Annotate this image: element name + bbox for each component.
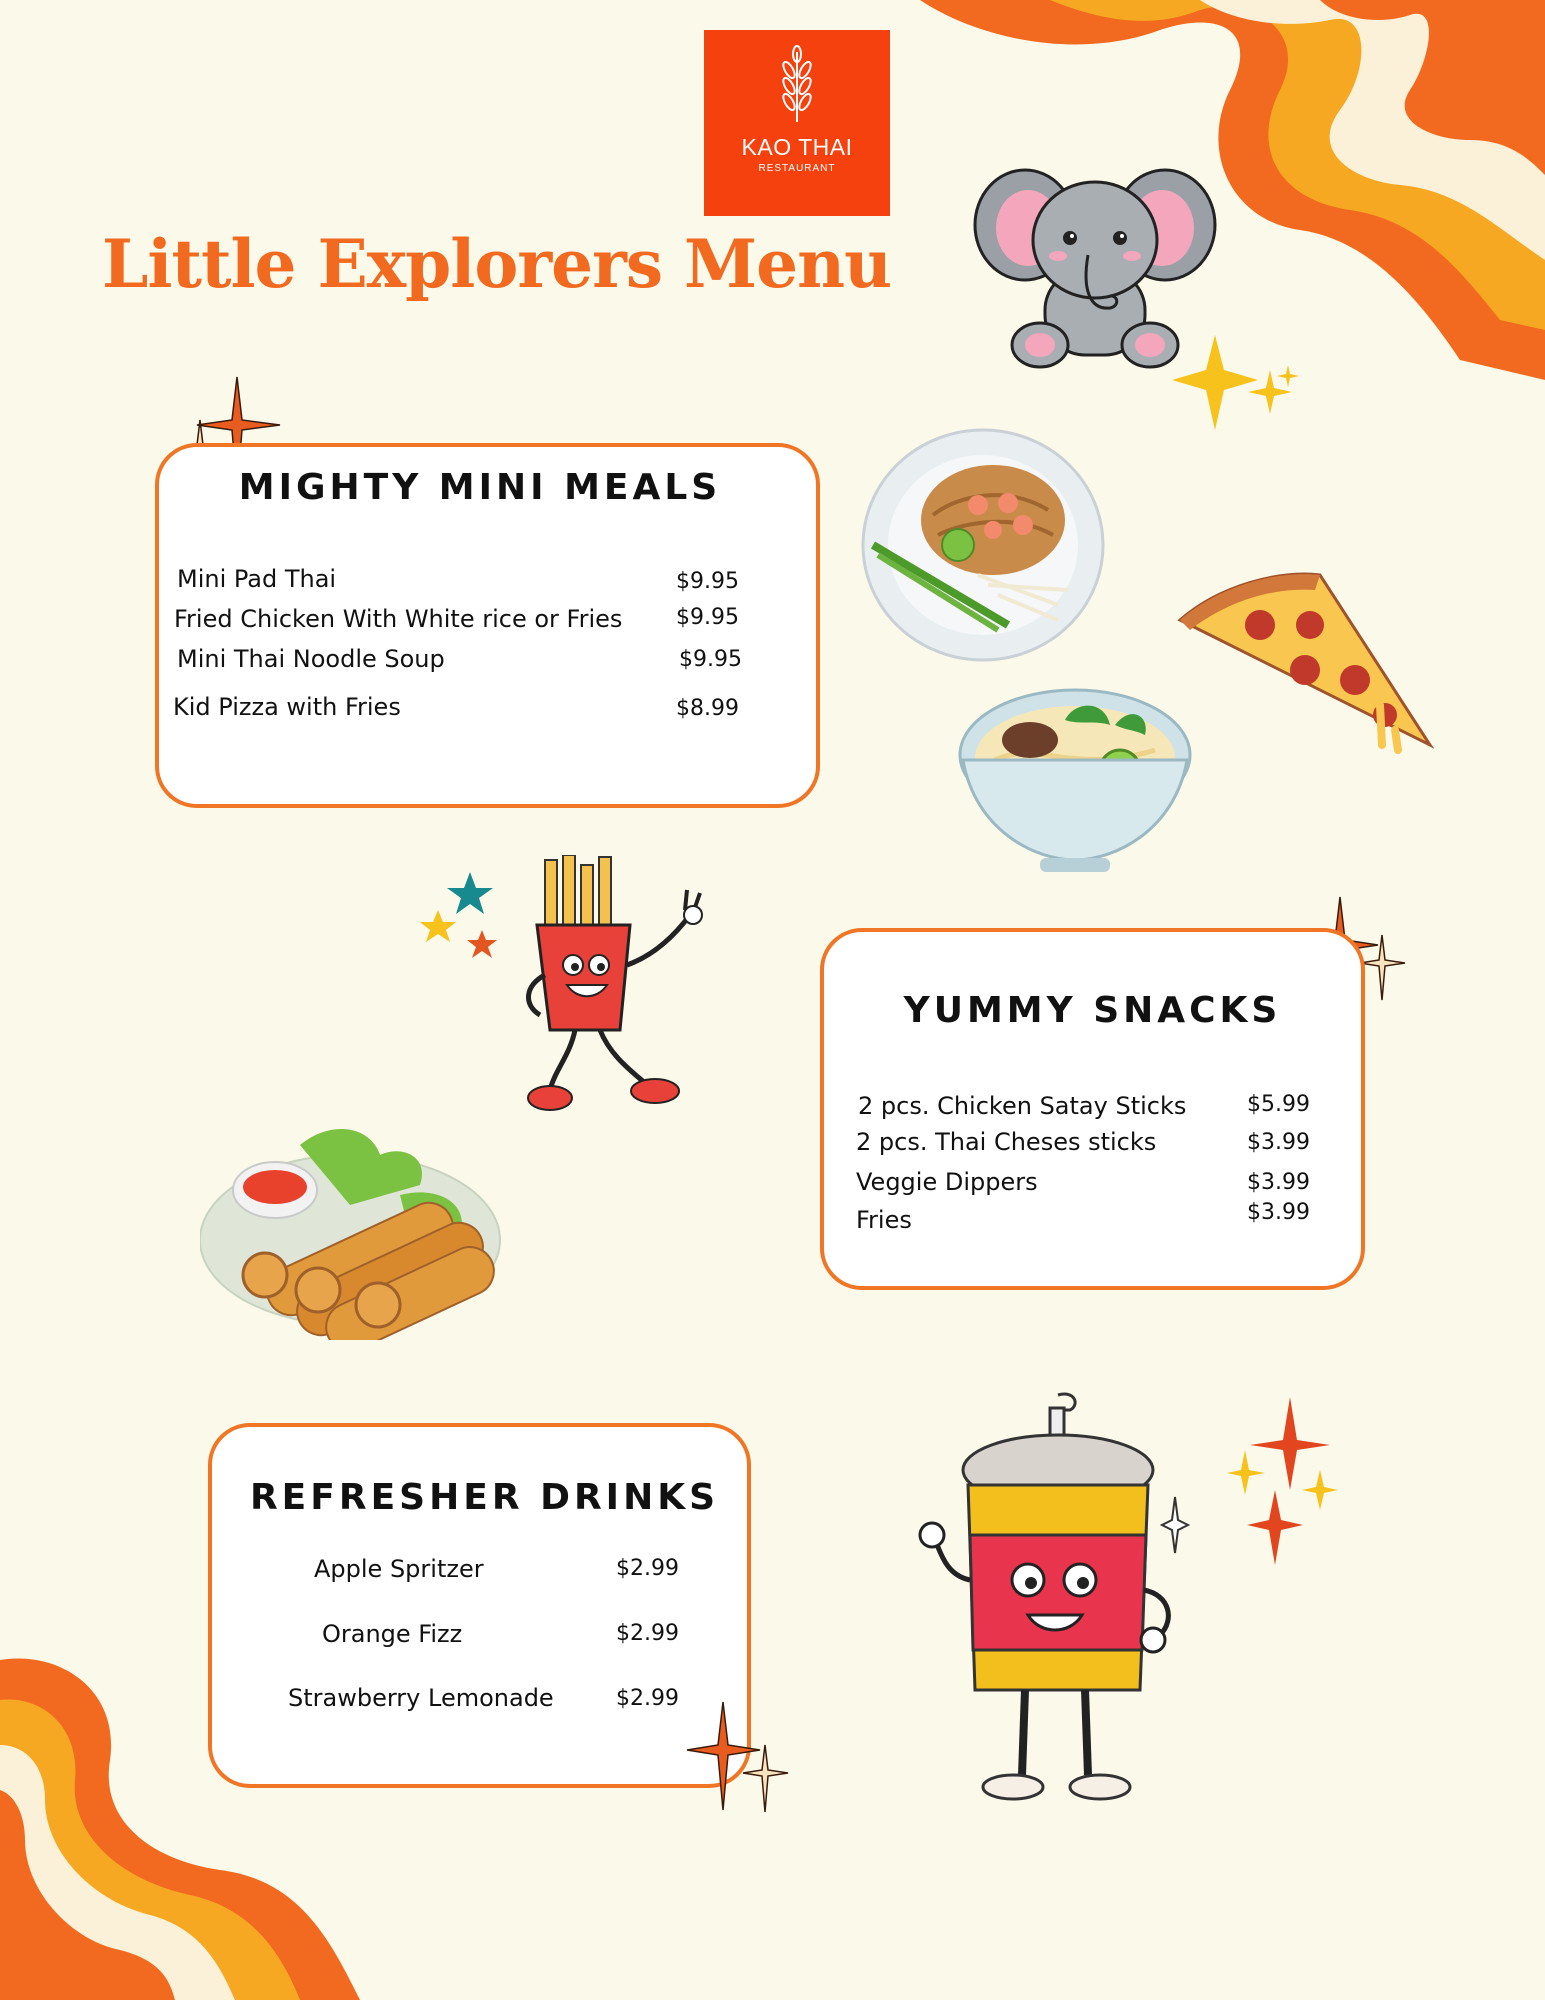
brand-subtitle: RESTAURANT xyxy=(758,163,836,174)
mighty-mini-meals-card xyxy=(155,443,820,808)
wheat-logo-icon xyxy=(777,44,817,128)
menu-item-price: $3.99 xyxy=(1247,1170,1310,1195)
drink-cup-mascot-icon xyxy=(910,1390,1200,1815)
menu-item-price: $2.99 xyxy=(616,1556,679,1581)
menu-item-name: Strawberry Lemonade xyxy=(288,1684,554,1712)
noodle-soup-icon xyxy=(955,680,1195,880)
fries-mascot-icon xyxy=(515,855,725,1125)
menu-item-price: $8.99 xyxy=(676,696,739,721)
star-icon xyxy=(420,870,505,965)
menu-item-name: Fries xyxy=(856,1206,912,1234)
brand-name: KAO THAI xyxy=(741,134,853,160)
menu-item-name: Orange Fizz xyxy=(322,1620,463,1648)
pad-thai-icon xyxy=(858,425,1108,665)
spring-rolls-icon xyxy=(200,1115,520,1340)
menu-item-price: $2.99 xyxy=(616,1686,679,1711)
menu-item-name: Mini Thai Noodle Soup xyxy=(177,645,445,673)
menu-item-name: Mini Pad Thai xyxy=(177,565,337,593)
menu-item-name: 2 pcs. Chicken Satay Sticks xyxy=(858,1092,1187,1120)
sparkle-icon xyxy=(1170,330,1305,440)
yummy-snacks-card xyxy=(820,928,1365,1290)
menu-item-name: Apple Spritzer xyxy=(314,1555,484,1583)
menu-item-name: Kid Pizza with Fries xyxy=(173,693,401,721)
pizza-slice-icon xyxy=(1170,565,1435,755)
menu-item-name: Veggie Dippers xyxy=(856,1168,1038,1196)
menu-item-price: $9.95 xyxy=(676,569,739,594)
restaurant-logo xyxy=(704,30,890,216)
sparkle-icon xyxy=(685,1700,795,1820)
refresher-drinks-card xyxy=(208,1423,751,1788)
menu-item-name: Fried Chicken With White rice or Fries xyxy=(174,605,623,633)
menu-item-price: $3.99 xyxy=(1247,1130,1310,1155)
menu-item-price: $2.99 xyxy=(616,1621,679,1646)
menu-item-price: $9.95 xyxy=(676,605,739,630)
menu-item-price: $5.99 xyxy=(1247,1092,1310,1117)
sparkle-icon xyxy=(1225,1395,1340,1570)
menu-item-price: $9.95 xyxy=(679,647,742,672)
section-title: REFRESHER DRINKS xyxy=(249,1477,720,1518)
page-title: Little Explorers Menu xyxy=(102,225,892,303)
menu-item-name: 2 pcs. Thai Cheses sticks xyxy=(856,1128,1157,1156)
section-title: MIGHTY MINI MEALS xyxy=(238,467,722,508)
section-title: YUMMY SNACKS xyxy=(903,990,1282,1031)
menu-item-price: $3.99 xyxy=(1247,1200,1310,1225)
